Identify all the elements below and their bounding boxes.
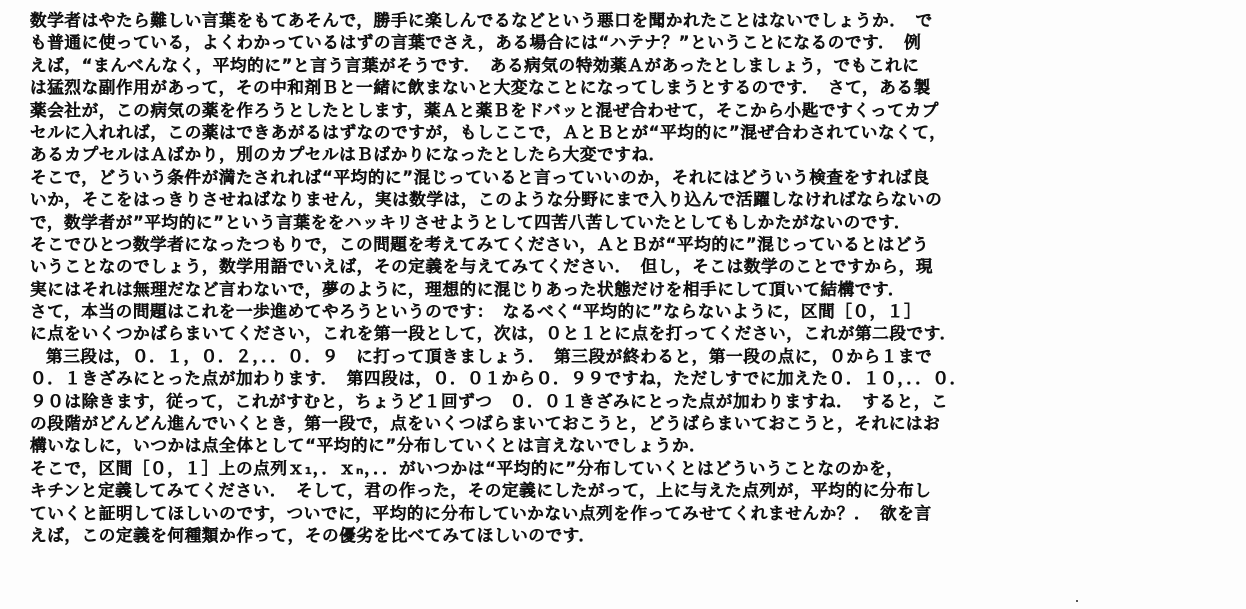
text-line: は猛烈な副作用があって，その中和剤Ｂと一緒に飲まないと大変なことになってしまうとするのです． さて，ある製: [30, 78, 931, 98]
text-line: そこでひとつ数学者になったつもりで，この問題を考えてみてください，ＡとＢが“平均的に”混じっているとはどう: [30, 234, 930, 254]
text-line: そこで，どういう条件が満たされれば“平均的に”混じっていると言っていいのか，それにはどういう検査をすれば良: [30, 167, 930, 187]
text-line: えば，この定義を何種類か作って，その優劣を比べてみてほしいのです．: [30, 525, 596, 545]
text-line: あるカプセルはＡばかり，別のカプセルはＢばかりになったとしたら大変ですね．: [30, 145, 666, 165]
text-line: そこで，区間［０，１］上の点列ｘ₁，．ｘₙ，．．がいつかは“平均的に”分布していくとはどういうことなのかを，: [30, 458, 904, 478]
text-line: いか，そこをはっきりさせねばなりません，実は数学は，このような分野にまで入り込んで活躍しなければならないの: [30, 190, 943, 210]
text-line: いうことなのでしょう，数学用語でいえば，その定義を与えてみてください． 但し，そこは数学のことですから，現: [30, 257, 933, 277]
problem-text: [30, 10, 1240, 547]
text-line: 構いなしに，いつかは点全体として“平均的に”分布していくとは言えないでしょうか．: [30, 436, 707, 456]
text-line: 第三段は，０．１，０．２，．．０．９ に打って頂きましょう． 第三段が終わると，第一段の点に，０から１まで: [46, 346, 933, 366]
text-line: さて，本当の問題はこれを一歩進めてやろうというのです： なるべく“平均的に”ならないように，区間［０，１］: [30, 302, 922, 322]
scan-speck: [1076, 600, 1078, 602]
text-line: えば，“まんべんなく，平均的に”と言う言葉がそうです． ある病気の特効薬Ａがあったとしましょう，でもこれに: [30, 55, 920, 75]
text-line: の段階がどんどん進んでいくとき，第一段で，点をいくつばらまいておこうと，どうばらまいておこうと，それにはお: [30, 414, 941, 434]
text-line: 薬会社が，この病気の薬を作ろうとしたとします，薬Ａと薬Ｂをドバッと混ぜ合わせて，そこから小匙ですくってカプ: [30, 100, 939, 120]
text-line: ０．１きざみにとった点が加わります． 第四段は，０．０１から０．９９ですね，ただしすでに加えた０．１０，．．０．: [30, 369, 967, 389]
text-line: キチンと定義してみてください． そして，君の作った，その定義にしたがって，上に与えた点列が，平均的に分布し: [30, 481, 932, 501]
text-line: に点をいくつかばらまいてください，これを第一段として，次は，０と１とに点を打ってください，これが第二段です．: [30, 324, 957, 344]
text-line: 数学者はやたら難しい言葉をもてあそんで，勝手に楽しんでるなどという悪口を聞かれたことはないでしょうか． で: [30, 11, 933, 30]
text-line: も普通に使っている，よくわかっているはずの言葉でさえ，ある場合には“ハテナ？”ということになるのです． 例: [30, 33, 922, 53]
text-line: 実にはそれは無理だなど言わないで，夢のように，理想的に混じりあった状態だけを相手にして頂いて結構です．: [30, 279, 906, 299]
text-line: ていくと証明してほしいのです，ついでに，平均的に分布していかない点列を作ってみせてくれませんか？． 欲を言: [30, 503, 932, 523]
text-line: セルに入れれば，この薬はできあがるはずなのですが，もしここで，ＡとＢとが“平均的に”混ぜ合わされていなくて，: [30, 122, 947, 142]
text-line: で，数学者が”平均的に”という言葉ををハッキリさせようとして四苦八苦していたとしてもしかたがないのです．: [30, 212, 912, 232]
text-line: ９０は除きます，従って，これがすむと，ちょうど１回ずつ ０．０１きざみにとった点が加わりますね． すると，こ: [30, 391, 949, 411]
